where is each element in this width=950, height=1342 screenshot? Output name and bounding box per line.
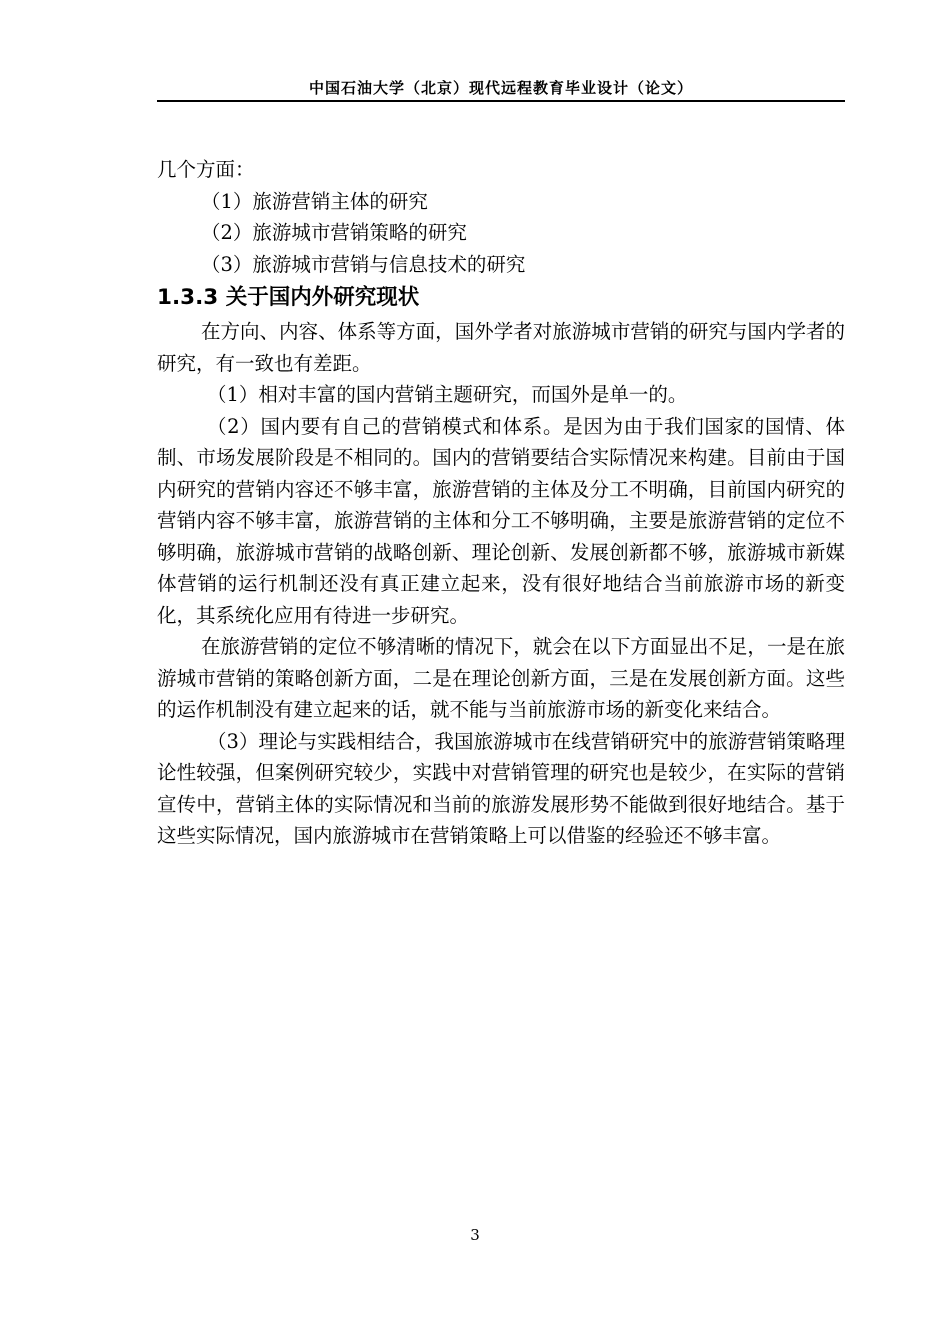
list-item-3: （3）旅游城市营销与信息技术的研究 — [201, 252, 526, 276]
paragraph-4: 在旅游营销的定位不够清晰的情况下，就会在以下方面显出不足，一是在旅游城市营销的策略创新方面，二是在理论创新方面，三是在发展创新方面。这些的运作机制没有建立起来的话，就不能与当前旅游市场的新变化来结合。 — [157, 635, 845, 721]
lead-text: 几个方面： — [157, 158, 255, 181]
page-body — [157, 154, 845, 852]
list-item-1: （1）旅游营销主体的研究 — [201, 189, 428, 213]
list-item-2: （2）旅游城市营销策略的研究 — [201, 221, 467, 244]
paragraph-5: （3）理论与实践相结合，我国旅游城市在线营销研究中的旅游营销策略理论性较强，但案例研究较少，实践中对营销管理的研究也是较少，在实际的营销宣传中，营销主体的实际情况和当前的旅游发展形势不能做到很好地结合。基于这些实际情况，国内旅游城市在营销策略上可以借鉴的经验还不够丰富。 — [157, 729, 845, 847]
paragraph-3: （2）国内要有自己的营销模式和体系。是因为由于我们国家的国情、体制、市场发展阶段是不相同的。国内的营销要结合实际情况来构建。目前由于国内研究的营销内容还不够丰富，旅游营销的主体及分工不明确，目前国内研究的营销内容不够丰富，旅游营销的主体和分工不够明确，主要是旅游营销的定位不够明确，旅游城市营销的战略创新、理论创新、发展创新都不够，旅游城市新媒体营销的运行机制还没有真正建立起来，没有很好地结合当前旅游市场的新变化，其系统化应用有待进一步研究。 — [157, 414, 845, 627]
section-heading: 1.3.3 关于国内外研究现状 — [157, 285, 420, 310]
page-number: 3 — [470, 1226, 480, 1244]
header-divider — [157, 100, 845, 102]
page-header-title: 中国石油大学（北京）现代远程教育毕业设计（论文） — [308, 79, 693, 97]
paragraph-1: 在方向、内容、体系等方面，国外学者对旅游城市营销的研究与国内学者的研究，有一致也有差距。 — [157, 320, 845, 375]
paragraph-2: （1）相对丰富的国内营销主题研究，而国外是单一的。 — [207, 383, 688, 406]
